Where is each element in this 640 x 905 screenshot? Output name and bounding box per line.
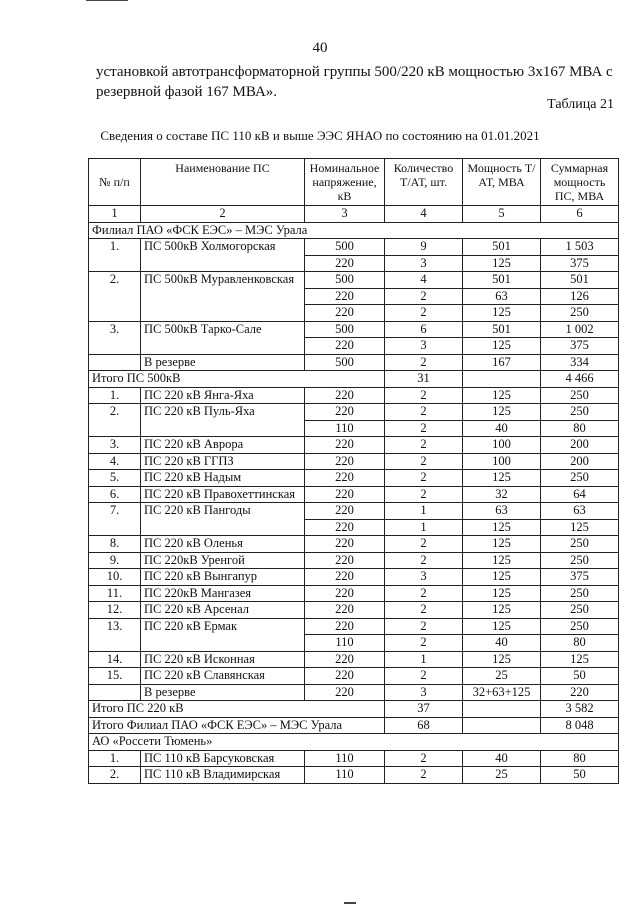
total-value: 200 [541,453,619,470]
row-number: 13. [89,618,141,651]
row-number: 8. [89,536,141,553]
table-row [89,387,619,404]
total-value: 126 [541,288,619,305]
voltage-value: 110 [305,750,385,767]
scan-mark [344,902,356,904]
voltage-value: 220 [305,288,385,305]
voltage-value: 220 [305,470,385,487]
table-row [89,618,619,635]
subtotal-total: 3 582 [541,701,619,718]
column-number: 5 [463,206,541,223]
total-value: 80 [541,750,619,767]
count-value: 2 [385,635,463,652]
count-value: 2 [385,602,463,619]
power-value: 501 [463,272,541,289]
header-num: № п/п [89,159,141,206]
table-caption: Сведения о составе ПС 110 кВ и выше ЭЭС ЯНАО по состоянию на 01.01.2021 [100,128,540,143]
substation-name: ПС 220 кВ Арсенал [141,602,305,619]
power-value: 125 [463,519,541,536]
power-value: 125 [463,536,541,553]
substation-name: ПС 220 кВ Надым [141,470,305,487]
count-value: 4 [385,272,463,289]
intro-paragraph: установкой автотрансформаторной группы 500/220 кВ мощностью 3х167 МВА с резервной фазой 167 МВА». [96,64,613,100]
total-value: 501 [541,272,619,289]
header-total: Суммарная мощность ПС, МВА [541,159,619,206]
power-value: 125 [463,651,541,668]
total-value: 80 [541,420,619,437]
column-number: 6 [541,206,619,223]
substation-name: ПС 220 кВ Аврора [141,437,305,454]
total-value: 375 [541,569,619,586]
table-row [89,651,619,668]
table-header-row [89,159,619,206]
subtotal-label: Итого Филиал ПАО «ФСК ЕЭС» – МЭС Урала [89,717,385,734]
total-value: 250 [541,585,619,602]
substation-name: ПС 220 кВ Оленья [141,536,305,553]
substation-name: ПС 220 кВ Правохеттинская [141,486,305,503]
total-value: 50 [541,668,619,685]
total-value: 334 [541,354,619,371]
power-value: 125 [463,305,541,322]
empty-cell [463,371,541,388]
total-value: 375 [541,338,619,355]
voltage-value: 220 [305,536,385,553]
total-value: 250 [541,552,619,569]
reserve-row [89,354,619,371]
power-value: 25 [463,668,541,685]
row-number: 2. [89,767,141,784]
header-count: Количество Т/АТ, шт. [385,159,463,206]
count-value: 2 [385,536,463,553]
header-voltage: Номинальное напряжение, кВ [305,159,385,206]
total-value: 50 [541,767,619,784]
count-value: 2 [385,552,463,569]
total-value: 250 [541,404,619,421]
group-title-row [89,222,619,239]
voltage-value: 220 [305,585,385,602]
table-row [89,486,619,503]
count-value: 2 [385,437,463,454]
total-value: 63 [541,503,619,520]
row-number: 1. [89,750,141,767]
substation-name: ПС 110 кВ Барсуковская [141,750,305,767]
total-value: 1 002 [541,321,619,338]
reserve-label: В резерве [141,684,305,701]
voltage-value: 220 [305,552,385,569]
row-number: 14. [89,651,141,668]
power-value: 125 [463,552,541,569]
voltage-value: 220 [305,404,385,421]
total-value: 250 [541,602,619,619]
row-number: 3. [89,437,141,454]
power-value: 501 [463,321,541,338]
voltage-value: 110 [305,635,385,652]
count-value: 3 [385,569,463,586]
substation-name: ПС 220 кВ Пуль-Яха [141,404,305,437]
substation-name: ПС 500кВ Холмогорская [141,239,305,272]
count-value: 1 [385,503,463,520]
count-value: 2 [385,305,463,322]
voltage-value: 500 [305,354,385,371]
total-value: 375 [541,255,619,272]
power-value: 100 [463,453,541,470]
subtotal-label: Итого ПС 500кВ [89,371,385,388]
total-value: 250 [541,618,619,635]
row-number: 10. [89,569,141,586]
table-row [89,602,619,619]
total-value: 250 [541,387,619,404]
substation-name: ПС 500кВ Тарко-Сале [141,321,305,354]
substation-name: ПС 220 кВ Исконная [141,651,305,668]
row-number: 1. [89,387,141,404]
substation-name: ПС 220 кВ Пангоды [141,503,305,536]
count-value: 3 [385,684,463,701]
count-value: 2 [385,618,463,635]
count-value: 2 [385,750,463,767]
voltage-value: 220 [305,602,385,619]
voltage-value: 220 [305,387,385,404]
count-value: 2 [385,486,463,503]
reserve-label: В резерве [141,354,305,371]
table-row [89,569,619,586]
row-number: 11. [89,585,141,602]
voltage-value: 500 [305,272,385,289]
table-row [89,503,619,520]
power-value: 167 [463,354,541,371]
column-numbers-row [89,206,619,223]
substation-name: ПС 110 кВ Владимирская [141,767,305,784]
count-value: 2 [385,453,463,470]
substation-name: ПС 220кВ Уренгой [141,552,305,569]
group-title-row [89,734,619,751]
scan-mark [86,0,128,1]
voltage-value: 220 [305,569,385,586]
total-value: 220 [541,684,619,701]
substation-name: ПС 220 кВ ГГПЗ [141,453,305,470]
subtotal-count: 37 [385,701,463,718]
count-value: 6 [385,321,463,338]
empty-cell [463,701,541,718]
voltage-value: 220 [305,338,385,355]
voltage-value: 220 [305,519,385,536]
subtotal-220-row [89,701,619,718]
voltage-value: 500 [305,321,385,338]
power-value: 125 [463,585,541,602]
table-row [89,272,619,289]
group-title: АО «Россети Тюмень» [89,734,619,751]
power-value: 125 [463,602,541,619]
table-row [89,239,619,256]
table-label: Таблица 21 [547,97,614,112]
substation-name: ПС 220 кВ Славянская [141,668,305,685]
count-value: 3 [385,255,463,272]
table-row [89,536,619,553]
group-title: Филиал ПАО «ФСК ЕЭС» – МЭС Урала [89,222,619,239]
count-value: 1 [385,651,463,668]
power-value: 125 [463,255,541,272]
row-number: 6. [89,486,141,503]
substation-name: ПС 220 кВ Вынгапур [141,569,305,586]
count-value: 9 [385,239,463,256]
substation-name: ПС 220 кВ Ермак [141,618,305,651]
power-value: 125 [463,618,541,635]
table-row [89,321,619,338]
count-value: 2 [385,404,463,421]
row-number: 7. [89,503,141,536]
row-number: 2. [89,404,141,437]
subtotal-total: 8 048 [541,717,619,734]
total-value: 250 [541,470,619,487]
table-row [89,470,619,487]
total-value: 250 [541,305,619,322]
column-number: 2 [141,206,305,223]
voltage-value: 220 [305,453,385,470]
power-value: 32 [463,486,541,503]
table-body [89,206,619,784]
row-number: 5. [89,470,141,487]
subtotal-500-row [89,371,619,388]
total-value: 64 [541,486,619,503]
power-value: 63 [463,288,541,305]
count-value: 2 [385,470,463,487]
total-value: 80 [541,635,619,652]
table-row [89,668,619,685]
voltage-value: 220 [305,618,385,635]
count-value: 2 [385,767,463,784]
table-row [89,767,619,784]
table-row [89,437,619,454]
header-power: Мощность Т/АТ, МВА [463,159,541,206]
power-value: 125 [463,338,541,355]
total-value: 125 [541,651,619,668]
table-row [89,552,619,569]
row-number: 3. [89,321,141,354]
power-value: 501 [463,239,541,256]
row-number: 1. [89,239,141,272]
total-value: 1 503 [541,239,619,256]
power-value: 25 [463,767,541,784]
substation-name: ПС 220 кВ Янга-Яха [141,387,305,404]
subtotal-count: 31 [385,371,463,388]
table-row [89,750,619,767]
total-value: 250 [541,536,619,553]
voltage-value: 220 [305,668,385,685]
power-value: 125 [463,470,541,487]
total-value: 125 [541,519,619,536]
voltage-value: 220 [305,255,385,272]
count-value: 2 [385,668,463,685]
table-row [89,453,619,470]
power-value: 40 [463,420,541,437]
voltage-value: 220 [305,305,385,322]
row-number: 9. [89,552,141,569]
table-row [89,585,619,602]
power-value: 40 [463,635,541,652]
count-value: 2 [385,420,463,437]
empty-cell [89,354,141,371]
row-number: 2. [89,272,141,322]
power-value: 125 [463,387,541,404]
substation-name: ПС 500кВ Муравленковская [141,272,305,322]
count-value: 2 [385,354,463,371]
power-value: 40 [463,750,541,767]
total-branch-row [89,717,619,734]
count-value: 2 [385,288,463,305]
total-value: 200 [541,437,619,454]
voltage-value: 220 [305,684,385,701]
table-row [89,404,619,421]
power-value: 100 [463,437,541,454]
voltage-value: 220 [305,486,385,503]
row-number: 12. [89,602,141,619]
power-value: 125 [463,404,541,421]
row-number: 15. [89,668,141,685]
power-value: 125 [463,569,541,586]
column-number: 1 [89,206,141,223]
header-name: Наименование ПС [141,159,305,206]
substations-table [88,158,619,784]
power-value: 63 [463,503,541,520]
page-number: 40 [312,40,328,56]
subtotal-count: 68 [385,717,463,734]
empty-cell [463,717,541,734]
substation-name: ПС 220кВ Мангазея [141,585,305,602]
power-value: 32+63+125 [463,684,541,701]
row-number: 4. [89,453,141,470]
reserve-row [89,684,619,701]
voltage-value: 110 [305,767,385,784]
empty-cell [89,684,141,701]
count-value: 2 [385,387,463,404]
subtotal-total: 4 466 [541,371,619,388]
voltage-value: 220 [305,437,385,454]
subtotal-label: Итого ПС 220 кВ [89,701,385,718]
voltage-value: 220 [305,503,385,520]
count-value: 2 [385,585,463,602]
voltage-value: 220 [305,651,385,668]
column-number: 3 [305,206,385,223]
count-value: 1 [385,519,463,536]
voltage-value: 110 [305,420,385,437]
column-number: 4 [385,206,463,223]
count-value: 3 [385,338,463,355]
voltage-value: 500 [305,239,385,256]
